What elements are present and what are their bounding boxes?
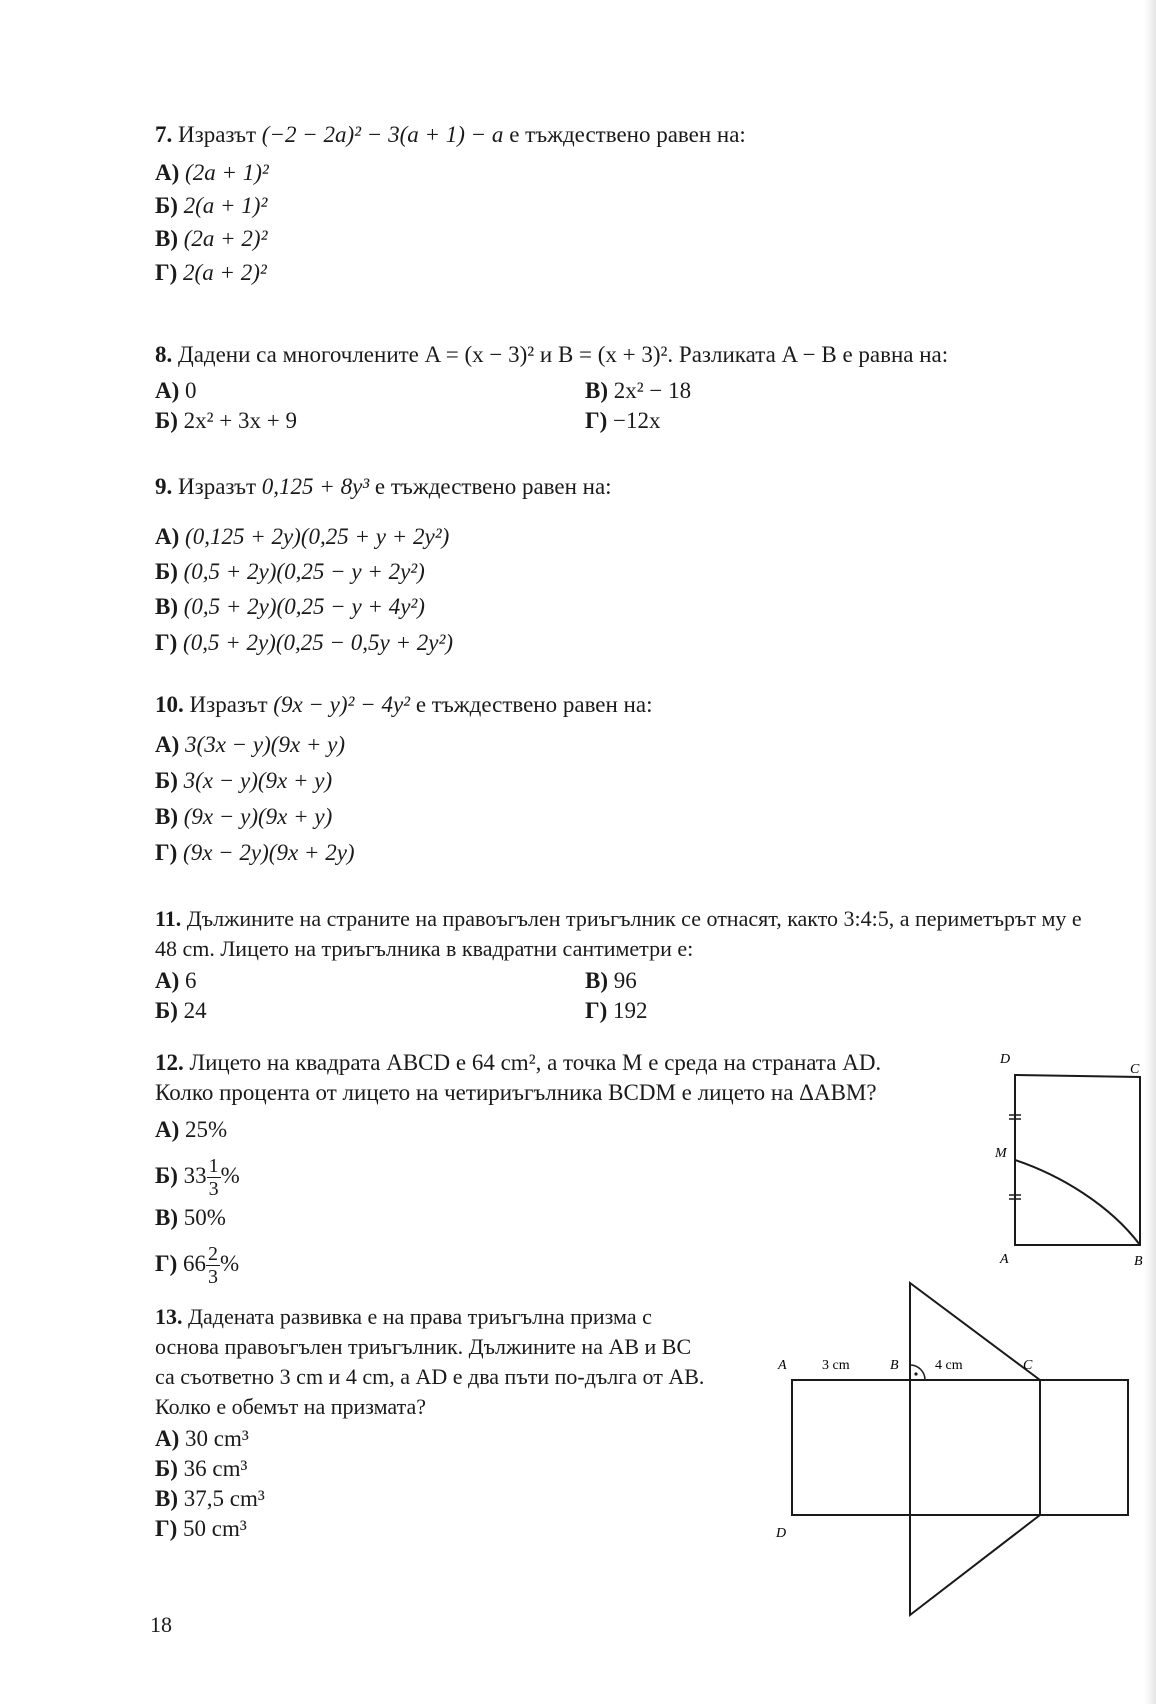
option-d: (0,5 + 2y)(0,25 − 0,5y + 2y²) (183, 630, 454, 655)
option-b: 2(a + 1)² (183, 193, 268, 218)
question-12 (155, 1048, 881, 1108)
option-d (155, 1243, 239, 1288)
option-label: В) (155, 1205, 178, 1230)
vertex-label-c: C (1130, 1062, 1140, 1077)
stem-text: Изразът (172, 474, 262, 499)
vertex-label-d: D (1000, 1052, 1011, 1067)
stem-text: Изразът (172, 122, 262, 147)
stem-text: Изразът (183, 692, 274, 717)
option-label: Г) (155, 1516, 178, 1541)
question-number: 11. (155, 906, 182, 931)
stem-text: Лицето на квадрата ABCD е 64 cm², а точка M е среда на страната AD. (183, 1050, 882, 1075)
option-label: А) (155, 968, 180, 993)
option-label: Б) (155, 998, 178, 1023)
option-label: Г) (585, 408, 608, 433)
question-13 (155, 1302, 704, 1422)
option-label: В) (155, 594, 178, 619)
numerator: 1 (208, 1155, 219, 1177)
option-label: А) (155, 378, 180, 403)
fraction (206, 1243, 220, 1288)
mixed-whole: 33 (183, 1162, 207, 1188)
right-angle-mark (910, 1365, 925, 1380)
option-label: Г) (155, 630, 178, 655)
percent-sign: % (220, 1250, 240, 1276)
net-face-ab (792, 1380, 910, 1515)
page-number: 18 (150, 1612, 172, 1637)
option-d: 192 (613, 998, 648, 1023)
vertex-label-c: C (1023, 1358, 1033, 1373)
net-triangle-top (910, 1283, 1040, 1380)
question-7-stem (155, 120, 746, 150)
square-abcd-figure (990, 1045, 1150, 1270)
option-d: (9x − 2y)(9x + 2y) (183, 840, 355, 865)
percent-sign: % (220, 1162, 240, 1188)
question-number: 12. (155, 1050, 184, 1075)
option-d: −12x (613, 408, 661, 433)
question-11-stem-line2: 48 cm. Лицето на триъгълника в квадратни сантиметри е: (155, 936, 694, 961)
option-label: В) (155, 1486, 178, 1511)
question-9 (155, 472, 612, 502)
option-b: 2x² + 3x + 9 (183, 408, 297, 433)
question-13-stem-line3: са съответно 3 cm и 4 cm, а AD е два пъти по-дълга от AB. (155, 1364, 705, 1389)
option-a: 3(3x − y)(9x + y) (185, 732, 346, 757)
denominator: 3 (208, 1178, 219, 1200)
right-angle-dot (914, 1372, 917, 1375)
option-label: В) (585, 968, 608, 993)
vertex-label-b: B (1134, 1254, 1143, 1269)
option-a: 6 (185, 968, 197, 993)
stem-text: Дадени са многочлените A = (x − 3)² и B = (x + 3)². Разликата A − B е равна на: (172, 342, 949, 367)
option-label: Б) (155, 1162, 178, 1188)
math-expression: (−2 − 2a)² − 3(a + 1) − a (261, 122, 504, 147)
question-11-stem-line1 (155, 904, 1140, 934)
option-d: 2(a + 2)² (183, 260, 267, 285)
option-c: 37,5 cm³ (183, 1486, 265, 1511)
option-label: Б) (155, 1456, 178, 1481)
stem-text: Дадената развивка е на права триъгълна призма с (182, 1304, 652, 1329)
stem-text: е тъждествено равен на: (369, 474, 612, 499)
question-10 (155, 690, 652, 720)
option-label: Г) (585, 998, 608, 1023)
option-b: 24 (183, 998, 207, 1023)
numerator: 2 (208, 1243, 219, 1265)
question-8-stem (155, 340, 948, 370)
option-label: Б) (155, 408, 178, 433)
vertex-label-d: D (776, 1526, 787, 1541)
option-label: А) (155, 524, 180, 549)
option-d: 50 cm³ (183, 1516, 247, 1541)
vertex-label-b: B (890, 1358, 899, 1373)
length-label-bc: 4 cm (935, 1358, 963, 1373)
option-label: В) (155, 804, 178, 829)
question-13-stem-line2: основа правоъгълен триъгълник. Дължините на AB и BC (155, 1334, 692, 1359)
fraction (207, 1155, 221, 1200)
option-c: 2x² − 18 (613, 378, 692, 403)
mixed-whole: 66 (183, 1250, 207, 1276)
option-label: А) (155, 1426, 180, 1451)
option-a: (2a + 1)² (185, 160, 269, 185)
question-7 (155, 120, 746, 150)
stem-text: Дължините на страните на правоъгълен триъгълник се отнасят, както 3:4:5, а периметърът му е (181, 906, 1082, 931)
question-number: 13. (155, 1304, 183, 1329)
question-number: 9. (155, 474, 173, 499)
length-label-ab: 3 cm (822, 1358, 850, 1373)
question-13-stem-line1 (155, 1302, 704, 1332)
stem-text: е тъждествено равен на: (503, 122, 746, 147)
question-number: 8. (155, 342, 173, 367)
question-number: 7. (155, 122, 173, 147)
option-c: 50% (183, 1205, 226, 1230)
net-face-ca (1040, 1380, 1128, 1515)
option-label: Б) (155, 768, 178, 793)
option-label: Г) (155, 1250, 178, 1276)
vertex-label-a: A (1000, 1252, 1009, 1267)
prism-net-figure (770, 1275, 1150, 1625)
option-label: Г) (155, 840, 178, 865)
option-label: А) (155, 160, 180, 185)
option-label: А) (155, 732, 180, 757)
segment-mb (1015, 1160, 1140, 1245)
question-12-stem-line1 (155, 1048, 881, 1078)
option-c: (2a + 2)² (183, 226, 268, 251)
question-13-stem-line4: Колко е обемът на призмата? (155, 1394, 427, 1419)
question-8 (155, 340, 948, 370)
option-b: (0,5 + 2y)(0,25 − y + 2y²) (183, 559, 425, 584)
question-11 (155, 904, 1140, 964)
math-expression: 0,125 + 8y³ (261, 474, 370, 499)
question-9-stem (155, 472, 612, 502)
option-a: 25% (185, 1117, 228, 1142)
vertex-label-a: A (778, 1358, 787, 1373)
option-b (155, 1155, 240, 1200)
question-number: 10. (155, 692, 184, 717)
denominator: 3 (208, 1266, 219, 1288)
question-10-stem (155, 690, 652, 720)
net-face-bc (910, 1380, 1040, 1515)
option-c: 96 (613, 968, 637, 993)
stem-text: е тъждествено равен на: (410, 692, 653, 717)
square-outline (1015, 1075, 1140, 1245)
option-b: 36 cm³ (183, 1456, 248, 1481)
vertex-label-m: M (995, 1146, 1007, 1161)
question-12-stem-line2: Колко процента от лицето на четириъгълника BCDM е лицето на ΔABM? (155, 1080, 877, 1105)
option-c: (9x − y)(9x + y) (183, 804, 333, 829)
option-a: 30 cm³ (185, 1426, 249, 1451)
math-expression: (9x − y)² − 4y² (273, 692, 411, 717)
option-label: Б) (155, 193, 178, 218)
option-c: (0,5 + 2y)(0,25 − y + 4y²) (183, 594, 425, 619)
option-a: (0,125 + 2y)(0,25 + y + 2y²) (185, 524, 450, 549)
option-b: 3(x − y)(9x + y) (183, 768, 333, 793)
option-label: Б) (155, 559, 178, 584)
net-triangle-bottom (910, 1515, 1040, 1615)
option-label: А) (155, 1117, 180, 1142)
option-label: В) (585, 378, 608, 403)
option-a: 0 (185, 378, 197, 403)
option-label: В) (155, 226, 178, 251)
option-label: Г) (155, 260, 178, 285)
